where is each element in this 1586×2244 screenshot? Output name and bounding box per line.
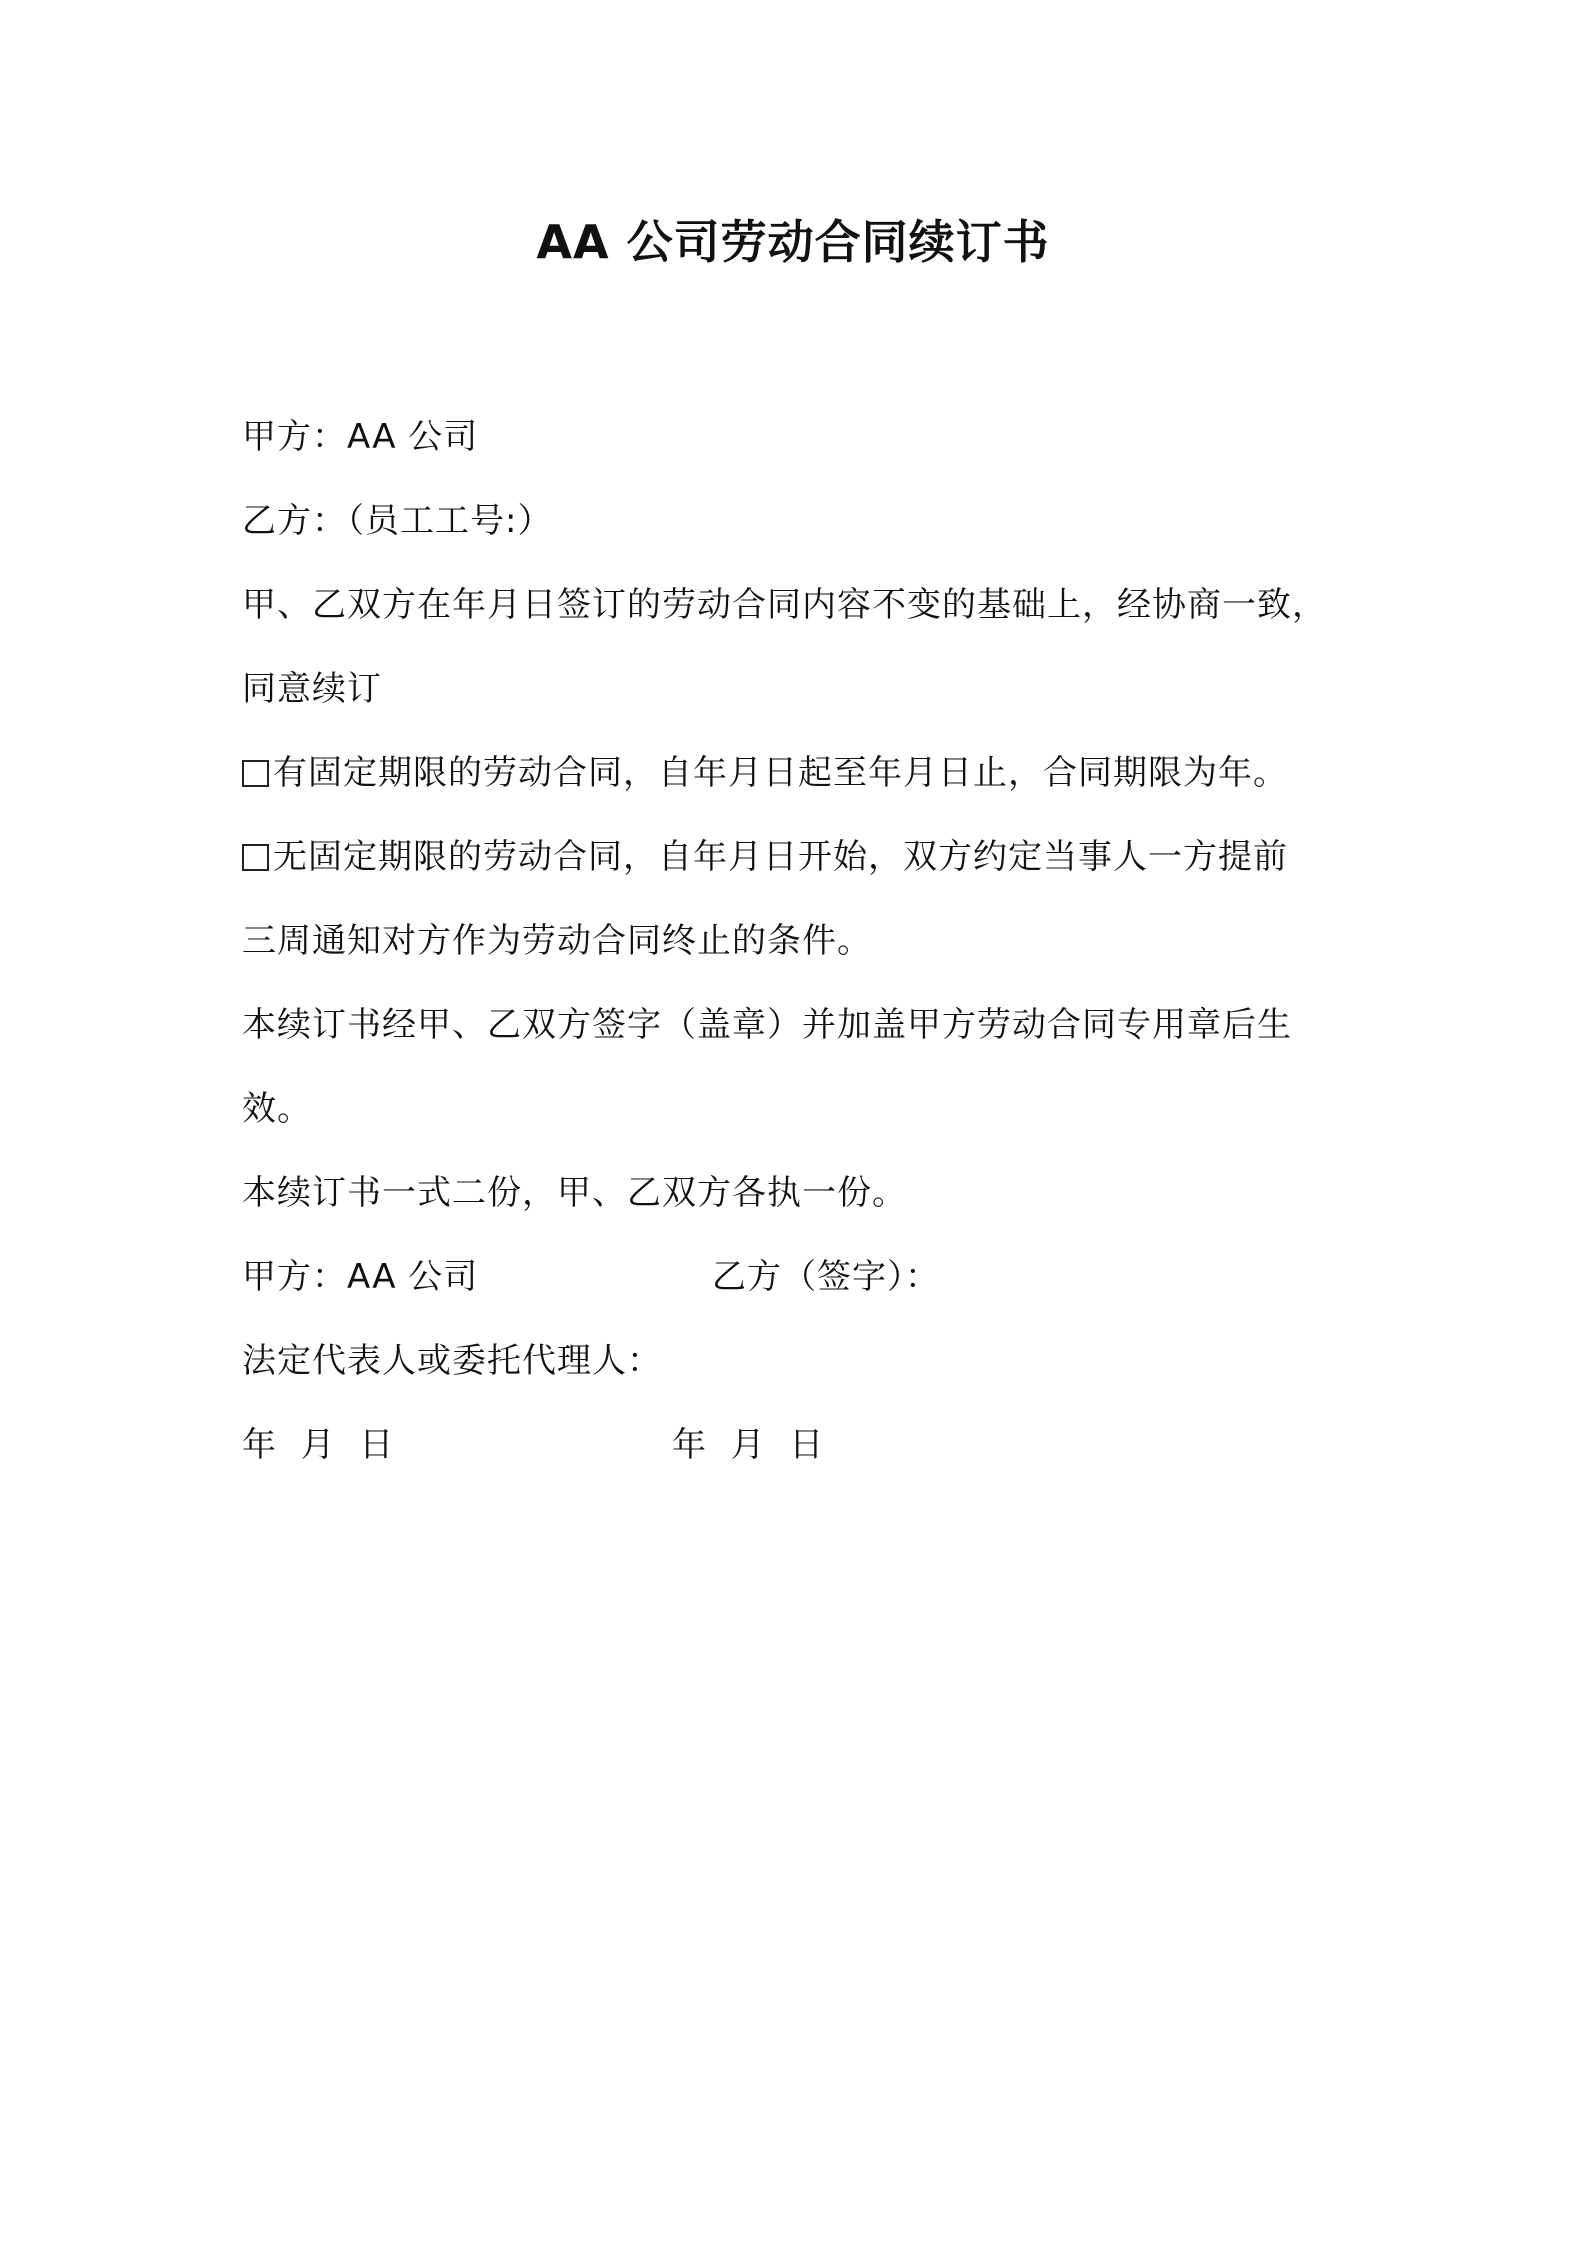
open-term-text-line-1: 无固定期限的劳动合同，自年月日开始，双方约定当事人一方提前 — [273, 837, 1288, 877]
party-a-line: 甲方：AA 公司 — [242, 417, 479, 457]
fixed-term-text: 有固定期限的劳动合同，自年月日起至年月日止，合同期限为年。 — [273, 753, 1288, 793]
signature-date-a: 年 月 日 — [242, 1425, 395, 1465]
intro-line-1: 甲、乙双方在年月日签订的劳动合同内容不变的基础上，经协商一致， — [242, 585, 1327, 625]
signature-party-a: 甲方：AA 公司 — [242, 1257, 479, 1297]
open-term-checkbox[interactable] — [242, 844, 269, 871]
signature-date-b: 年 月 日 — [672, 1425, 825, 1465]
intro-line-2: 同意续订 — [242, 669, 382, 709]
effect-clause-line-1: 本续订书经甲、乙双方签字（盖章）并加盖甲方劳动合同专用章后生 — [242, 1005, 1292, 1045]
open-term-text-line-2: 三周通知对方作为劳动合同终止的条件。 — [242, 921, 872, 961]
document-title: AA 公司劳动合同续订书 — [536, 215, 1050, 269]
copies-clause: 本续订书一式二份，甲、乙双方各执一份。 — [242, 1173, 907, 1213]
option-open-term — [242, 832, 1288, 882]
signature-party-b: 乙方（签字）： — [712, 1257, 940, 1297]
effect-clause-line-2: 效。 — [242, 1089, 312, 1129]
party-b-line: 乙方：（员工工号:） — [242, 501, 553, 541]
option-fixed-term — [242, 748, 1288, 798]
fixed-term-checkbox[interactable] — [242, 760, 269, 787]
signature-representative: 法定代表人或委托代理人： — [242, 1341, 662, 1381]
